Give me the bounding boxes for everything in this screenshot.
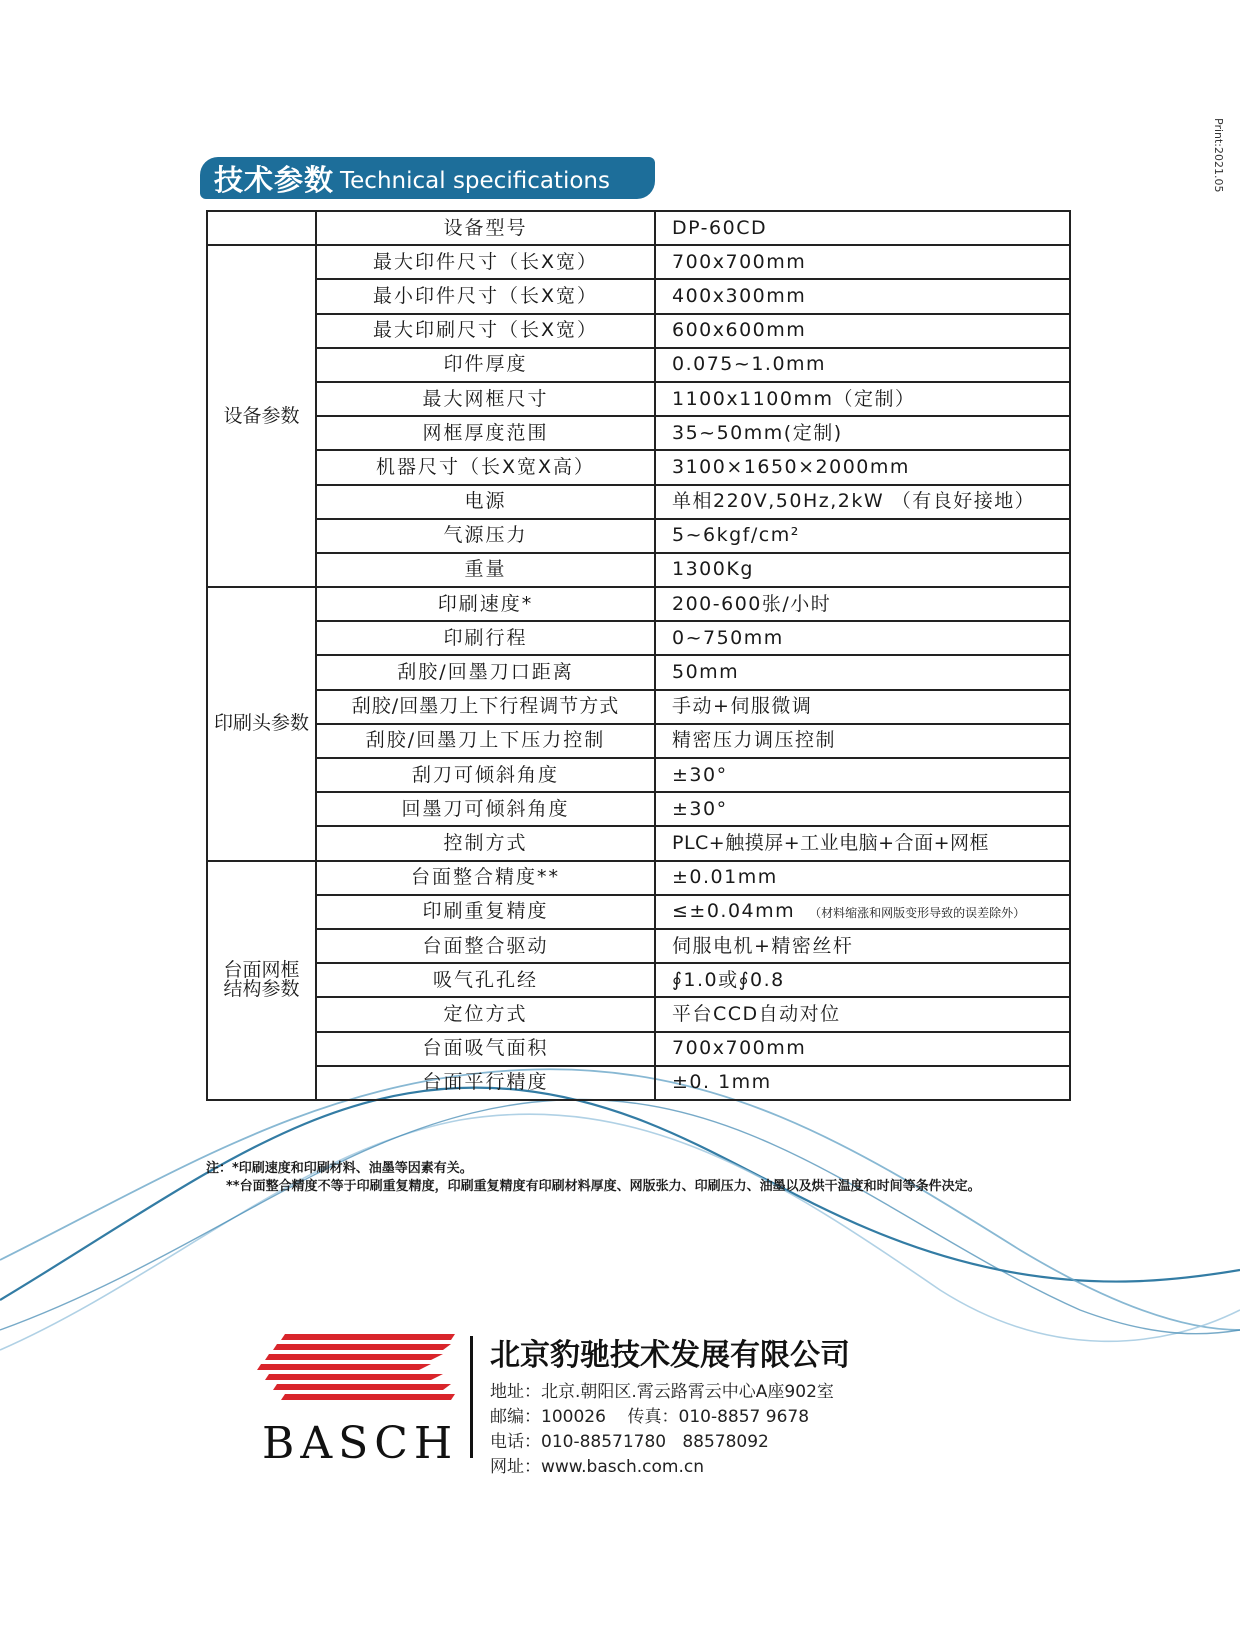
group-cell: 印刷头参数	[207, 587, 316, 861]
company-info	[490, 1330, 850, 1480]
value-cell: 精密压力调压控制	[655, 724, 1070, 758]
value-cell: 伺服电机+精密丝杆	[655, 929, 1070, 963]
value-cell: 0~750mm	[655, 621, 1070, 655]
value-cell: ±0. 1mm	[655, 1066, 1070, 1100]
footnotes	[206, 1160, 981, 1196]
param-cell: 刮胶/回墨刀上下压力控制	[316, 724, 655, 758]
value-cell: ≤±0.04mm （材料缩涨和网版变形导致的误差除外）	[655, 895, 1070, 929]
wave-line-2	[0, 1069, 1240, 1330]
value-cell: 35~50mm(定制)	[655, 416, 1070, 450]
value-cell: 700x700mm	[655, 245, 1070, 279]
logo-divider	[470, 1336, 473, 1458]
value-cell: 600x600mm	[655, 314, 1070, 348]
table-row	[207, 826, 1070, 860]
param-cell: 台面整合精度**	[316, 861, 655, 895]
table-row	[207, 416, 1070, 450]
table-row	[207, 485, 1070, 519]
brand-name: BASCH	[262, 1418, 459, 1469]
value-cell: 0.075~1.0mm	[655, 348, 1070, 382]
param-cell: 台面平行精度	[316, 1066, 655, 1100]
value-cell: 700x700mm	[655, 1032, 1070, 1066]
param-cell: 气源压力	[316, 519, 655, 553]
param-cell: 印刷重复精度	[316, 895, 655, 929]
spec-table	[206, 210, 1071, 1101]
print-date-stamp: Print:2021.05	[1212, 118, 1225, 193]
table-row	[207, 314, 1070, 348]
table-row	[207, 587, 1070, 621]
table-row	[207, 895, 1070, 929]
table-row	[207, 963, 1070, 997]
value-cell: ±30°	[655, 758, 1070, 792]
title-chinese: 技术参数	[214, 162, 335, 197]
table-row	[207, 861, 1070, 895]
company-phone: 电话：010-88571780 88578092	[490, 1432, 769, 1452]
param-cell: 吸气孔孔经	[316, 963, 655, 997]
value-cell: 3100×1650×2000mm	[655, 450, 1070, 484]
table-row	[207, 621, 1070, 655]
footnote-2: **台面整合精度不等于印刷重复精度，印刷重复精度有印刷材料厚度、网版张力、印刷压力、油墨以及烘干温度和时间等条件决定。	[226, 1179, 981, 1194]
table-row	[207, 724, 1070, 758]
table-row	[207, 382, 1070, 416]
company-name: 北京豹驰技术发展有限公司	[490, 1338, 850, 1373]
param-cell: 印刷速度*	[316, 587, 655, 621]
table-row	[207, 348, 1070, 382]
table-row	[207, 211, 1070, 245]
group-cell-empty	[207, 211, 316, 245]
footnote-1: 注：*印刷速度和印刷材料、油墨等因素有关。	[206, 1161, 473, 1176]
param-cell: 台面整合驱动	[316, 929, 655, 963]
company-address: 地址：北京.朝阳区.霄云路霄云中心A座902室	[490, 1382, 834, 1402]
table-row	[207, 450, 1070, 484]
value-cell: DP-60CD	[655, 211, 1070, 245]
value-cell: 50mm	[655, 655, 1070, 689]
param-cell: 台面吸气面积	[316, 1032, 655, 1066]
param-cell: 最大印刷尺寸（长X宽）	[316, 314, 655, 348]
param-cell: 印刷行程	[316, 621, 655, 655]
table-row	[207, 519, 1070, 553]
table-row	[207, 929, 1070, 963]
param-cell: 刮胶/回墨刀上下行程调节方式	[316, 690, 655, 724]
group-cell: 台面网框 结构参数	[207, 861, 316, 1100]
company-website: 网址：www.basch.com.cn	[490, 1457, 704, 1477]
param-cell: 最大印件尺寸（长X宽）	[316, 245, 655, 279]
param-cell: 机器尺寸（长X宽X高）	[316, 450, 655, 484]
table-row	[207, 553, 1070, 587]
value-cell: ∮1.0或∮0.8	[655, 963, 1070, 997]
table-row	[207, 690, 1070, 724]
param-cell: 最大网框尺寸	[316, 382, 655, 416]
value-cell: 1100x1100mm（定制）	[655, 382, 1070, 416]
value-cell: 1300Kg	[655, 553, 1070, 587]
param-cell: 最小印件尺寸（长X宽）	[316, 279, 655, 313]
value-cell: 400x300mm	[655, 279, 1070, 313]
param-cell: 重量	[316, 553, 655, 587]
value-cell: 手动+伺服微调	[655, 690, 1070, 724]
value-cell: 平台CCD自动对位	[655, 997, 1070, 1031]
wave-line-4	[0, 1099, 1240, 1333]
table-row	[207, 997, 1070, 1031]
param-cell: 电源	[316, 485, 655, 519]
param-cell: 控制方式	[316, 826, 655, 860]
table-row	[207, 245, 1070, 279]
table-row	[207, 758, 1070, 792]
param-cell: 刮刀可倾斜角度	[316, 758, 655, 792]
table-row	[207, 279, 1070, 313]
param-cell: 回墨刀可倾斜角度	[316, 792, 655, 826]
value-cell: ±0.01mm	[655, 861, 1070, 895]
title-english: Technical specifications	[340, 168, 610, 194]
param-cell: 定位方式	[316, 997, 655, 1031]
section-title-bar	[200, 157, 655, 199]
value-cell: 200-600张/小时	[655, 587, 1070, 621]
table-row	[207, 1066, 1070, 1100]
value-cell: 单相220V,50Hz,2kW （有良好接地）	[655, 485, 1070, 519]
table-row	[207, 1032, 1070, 1066]
wave-line-3	[0, 1114, 1240, 1350]
param-cell: 刮胶/回墨刀口距离	[316, 655, 655, 689]
value-cell: 5~6kgf/cm²	[655, 519, 1070, 553]
value-cell: ±30°	[655, 792, 1070, 826]
basch-logo-icon	[255, 1330, 455, 1410]
group-cell: 设备参数	[207, 245, 316, 587]
param-cell: 设备型号	[316, 211, 655, 245]
value-footnote: （材料缩涨和网版变形导致的误差除外）	[809, 906, 1026, 921]
param-cell: 网框厚度范围	[316, 416, 655, 450]
table-row	[207, 792, 1070, 826]
param-cell: 印件厚度	[316, 348, 655, 382]
table-row	[207, 655, 1070, 689]
value-cell: PLC+触摸屏+工业电脑+合面+网框	[655, 826, 1070, 860]
company-postcode-fax: 邮编：100026 传真：010-8857 9678	[490, 1407, 810, 1427]
